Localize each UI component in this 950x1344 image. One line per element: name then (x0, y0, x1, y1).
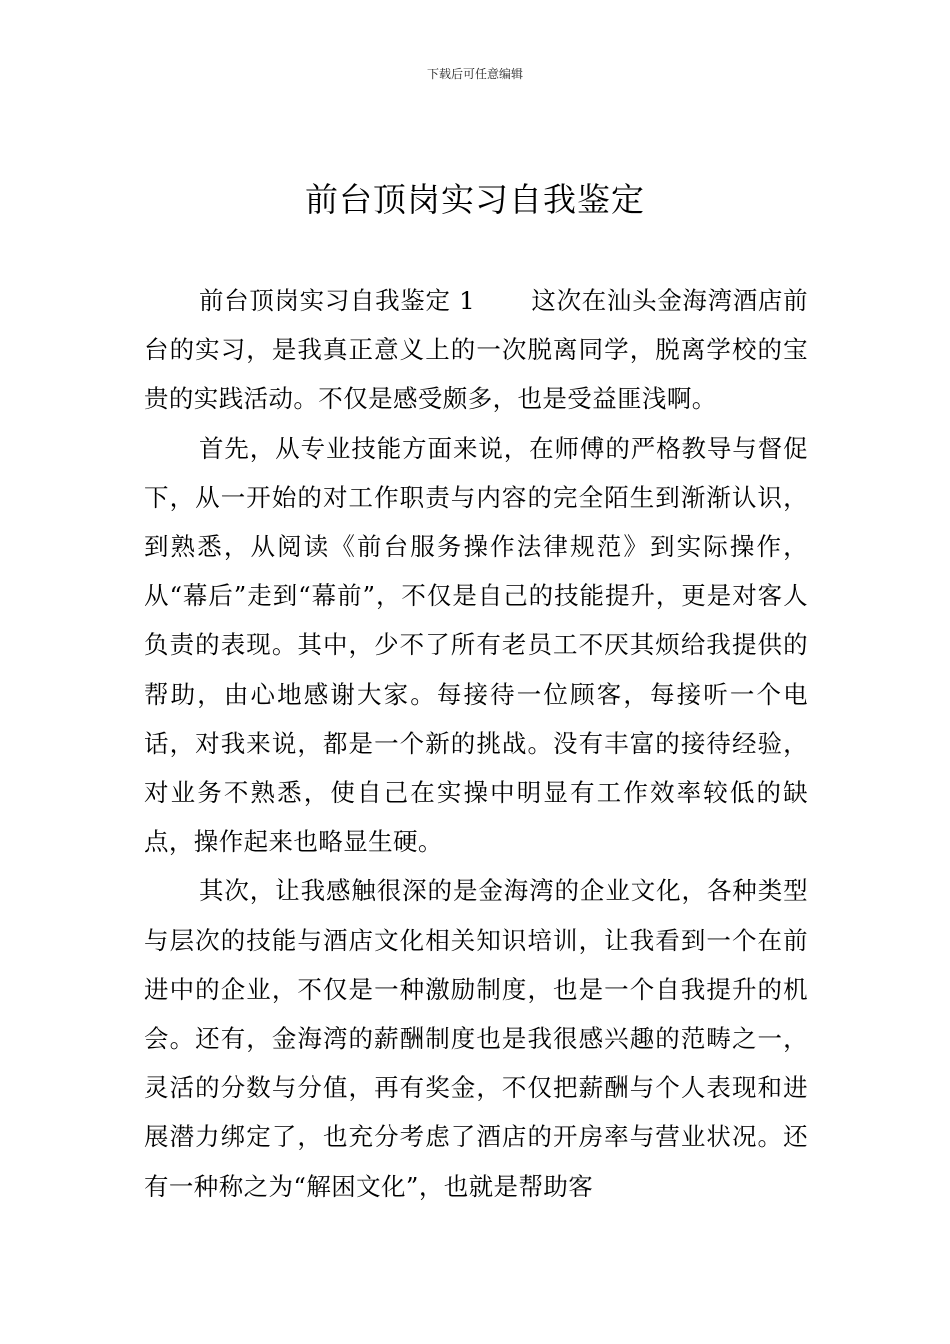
paragraph-1-lead: 前台顶岗实习自我鉴定 1 (199, 286, 476, 315)
paragraph-3: 其次，让我感触很深的是金海湾的企业文化，各种类型与层次的技能与酒店文化相关知识培训，让我看到一个在前进中的企业，不仅是一种激励制度，也是一个自我提升的机会。还有，金海湾的薪酬制度也是我很感兴趣的范畴之一，灵活的分数与分值，再有奖金，不仅把薪酬与个人表现和进展潜力绑定了，也充分考虑了酒店的开房率与营业状况。还有一种称之为“解困文化”，也就是帮助客 (144, 876, 808, 1201)
paragraph-2: 首先，从专业技能方面来说，在师傅的严格教导与督促下，从一开始的对工作职责与内容的完全陌生到渐渐认识，到熟悉，从阅读《前台服务操作法律规范》到实际操作，从“幕后”走到“幕前”，不仅是自己的技能提升，更是对客人负责的表现。其中，少不了所有老员工不厌其烦给我提供的帮助，由心地感谢大家。每接待一位顾客，每接听一个电话，对我来说，都是一个新的挑战。没有丰富的接待经验，对业务不熟悉，使自己在实操中明显有工作效率较低的缺点，操作起来也略显生硬。 (144, 433, 808, 857)
paragraph-1 (144, 276, 808, 424)
header-note: 下载后可任意编辑 (426, 67, 523, 81)
document-title: 前台顶岗实习自我鉴定 (305, 180, 645, 219)
paragraph-1-text: 这次在汕头金海湾酒店前台的实习，是我真正意义上的一次脱离同学，脱离学校的宝贵的实践活动。不仅是感受颇多，也是受益匪浅啊。 (144, 286, 808, 414)
document-body (144, 276, 808, 1211)
